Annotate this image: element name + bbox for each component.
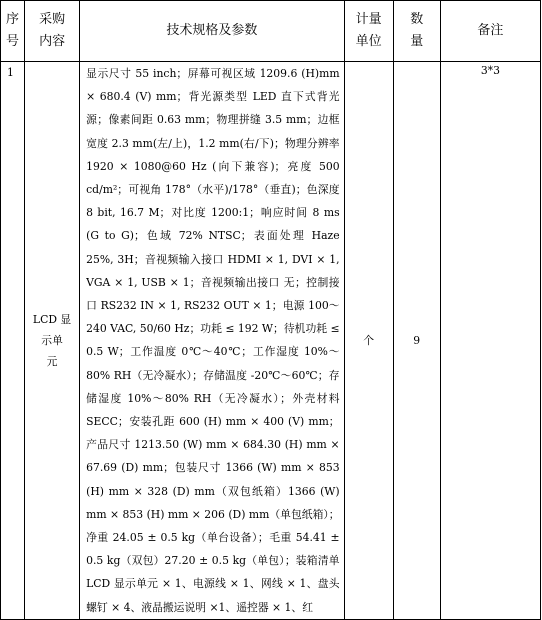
header-note: 备注 <box>440 1 540 62</box>
row-spec-text: 显示尺寸 55 inch；屏幕可视区域 1209.6 (H)mm × 680.4 (V) mm；背光源类型 LED 直下式背光源；像素间距 0.63 mm；物理拼缝 3.5 mm；边框宽度 2.3 mm(左/上)，1.2 mm(右/下)；物理分辨率 1920 × 1080@60 Hz (向下兼容)；亮度 500 cd/m²；可视角 178°（水平)/178°（垂直)；色深度 8 bit, 16.7 M；对比度 1200:1；响应时间 8 ms (G to G)；色域 72% NTSC；表面处理 Haze 25%, 3H；音视频输入接口 HDMI × 1, DVI × 1, VGA × 1, USB × 1；音视频输出接口 无；控制接口 RS232 IN × 1, RS232 OUT × 1；电源 100～240 VAC, 50/60 Hz；功耗 ≤ 192 W；待机功耗 ≤ 0.5 W；工作温度 0℃～40℃；工作湿度 10%～80% RH（无冷凝水）；存储温度 -20℃～60℃；存储湿度 10%～80% RH（无冷凝水）；外壳材料 SECC；安装孔距 600 (H) mm × 400 (V) mm；产品尺寸 1213.50 (W) mm × 684.30 (H) mm × 67.69 (D) mm；包装尺寸 1366 (W) mm × 853 (H) mm × 328 (D) mm（双包纸箱）1366 (W) mm × 853 (H) mm × 206 (D) mm（单包纸箱）；净重 24.05 ± 0.5 kg（单台设备）；毛重 54.41 ± 0.5 kg（双包）27.20 ± 0.5 kg（单包）；装箱清单 LCD 显示单元 × 1、电源线 × 1、网线 × 1、盘头螺钉 × 4、液晶搬运说明 ×1、遥控器 × 1、红 <box>86 67 340 614</box>
table-header-row <box>1 1 541 62</box>
header-index <box>1 1 25 62</box>
header-qty <box>393 1 440 62</box>
header-item-line2: 内容 <box>39 34 66 49</box>
header-spec: 技术规格及参数 <box>80 1 344 62</box>
header-unit <box>344 1 393 62</box>
header-unit-line1: 计量 <box>355 12 382 27</box>
row-spec <box>80 62 344 620</box>
header-index-line1: 序 <box>6 12 20 27</box>
row-index: 1 <box>1 62 25 620</box>
header-item-line1: 采购 <box>39 12 66 27</box>
row-note: 3*3 <box>440 62 540 620</box>
header-index-line2: 号 <box>6 34 20 49</box>
row-item <box>25 62 80 620</box>
header-item <box>25 1 80 62</box>
header-qty-line1: 数 <box>410 12 424 27</box>
header-qty-line2: 量 <box>410 34 424 49</box>
row-item-line2: 示单 <box>41 333 63 347</box>
header-unit-line2: 单位 <box>355 34 382 49</box>
row-unit: 个 <box>344 62 393 620</box>
row-qty: 9 <box>393 62 440 620</box>
table-row <box>1 62 541 620</box>
row-item-line1: LCD 显 <box>32 312 72 326</box>
row-item-line3: 元 <box>46 354 58 368</box>
